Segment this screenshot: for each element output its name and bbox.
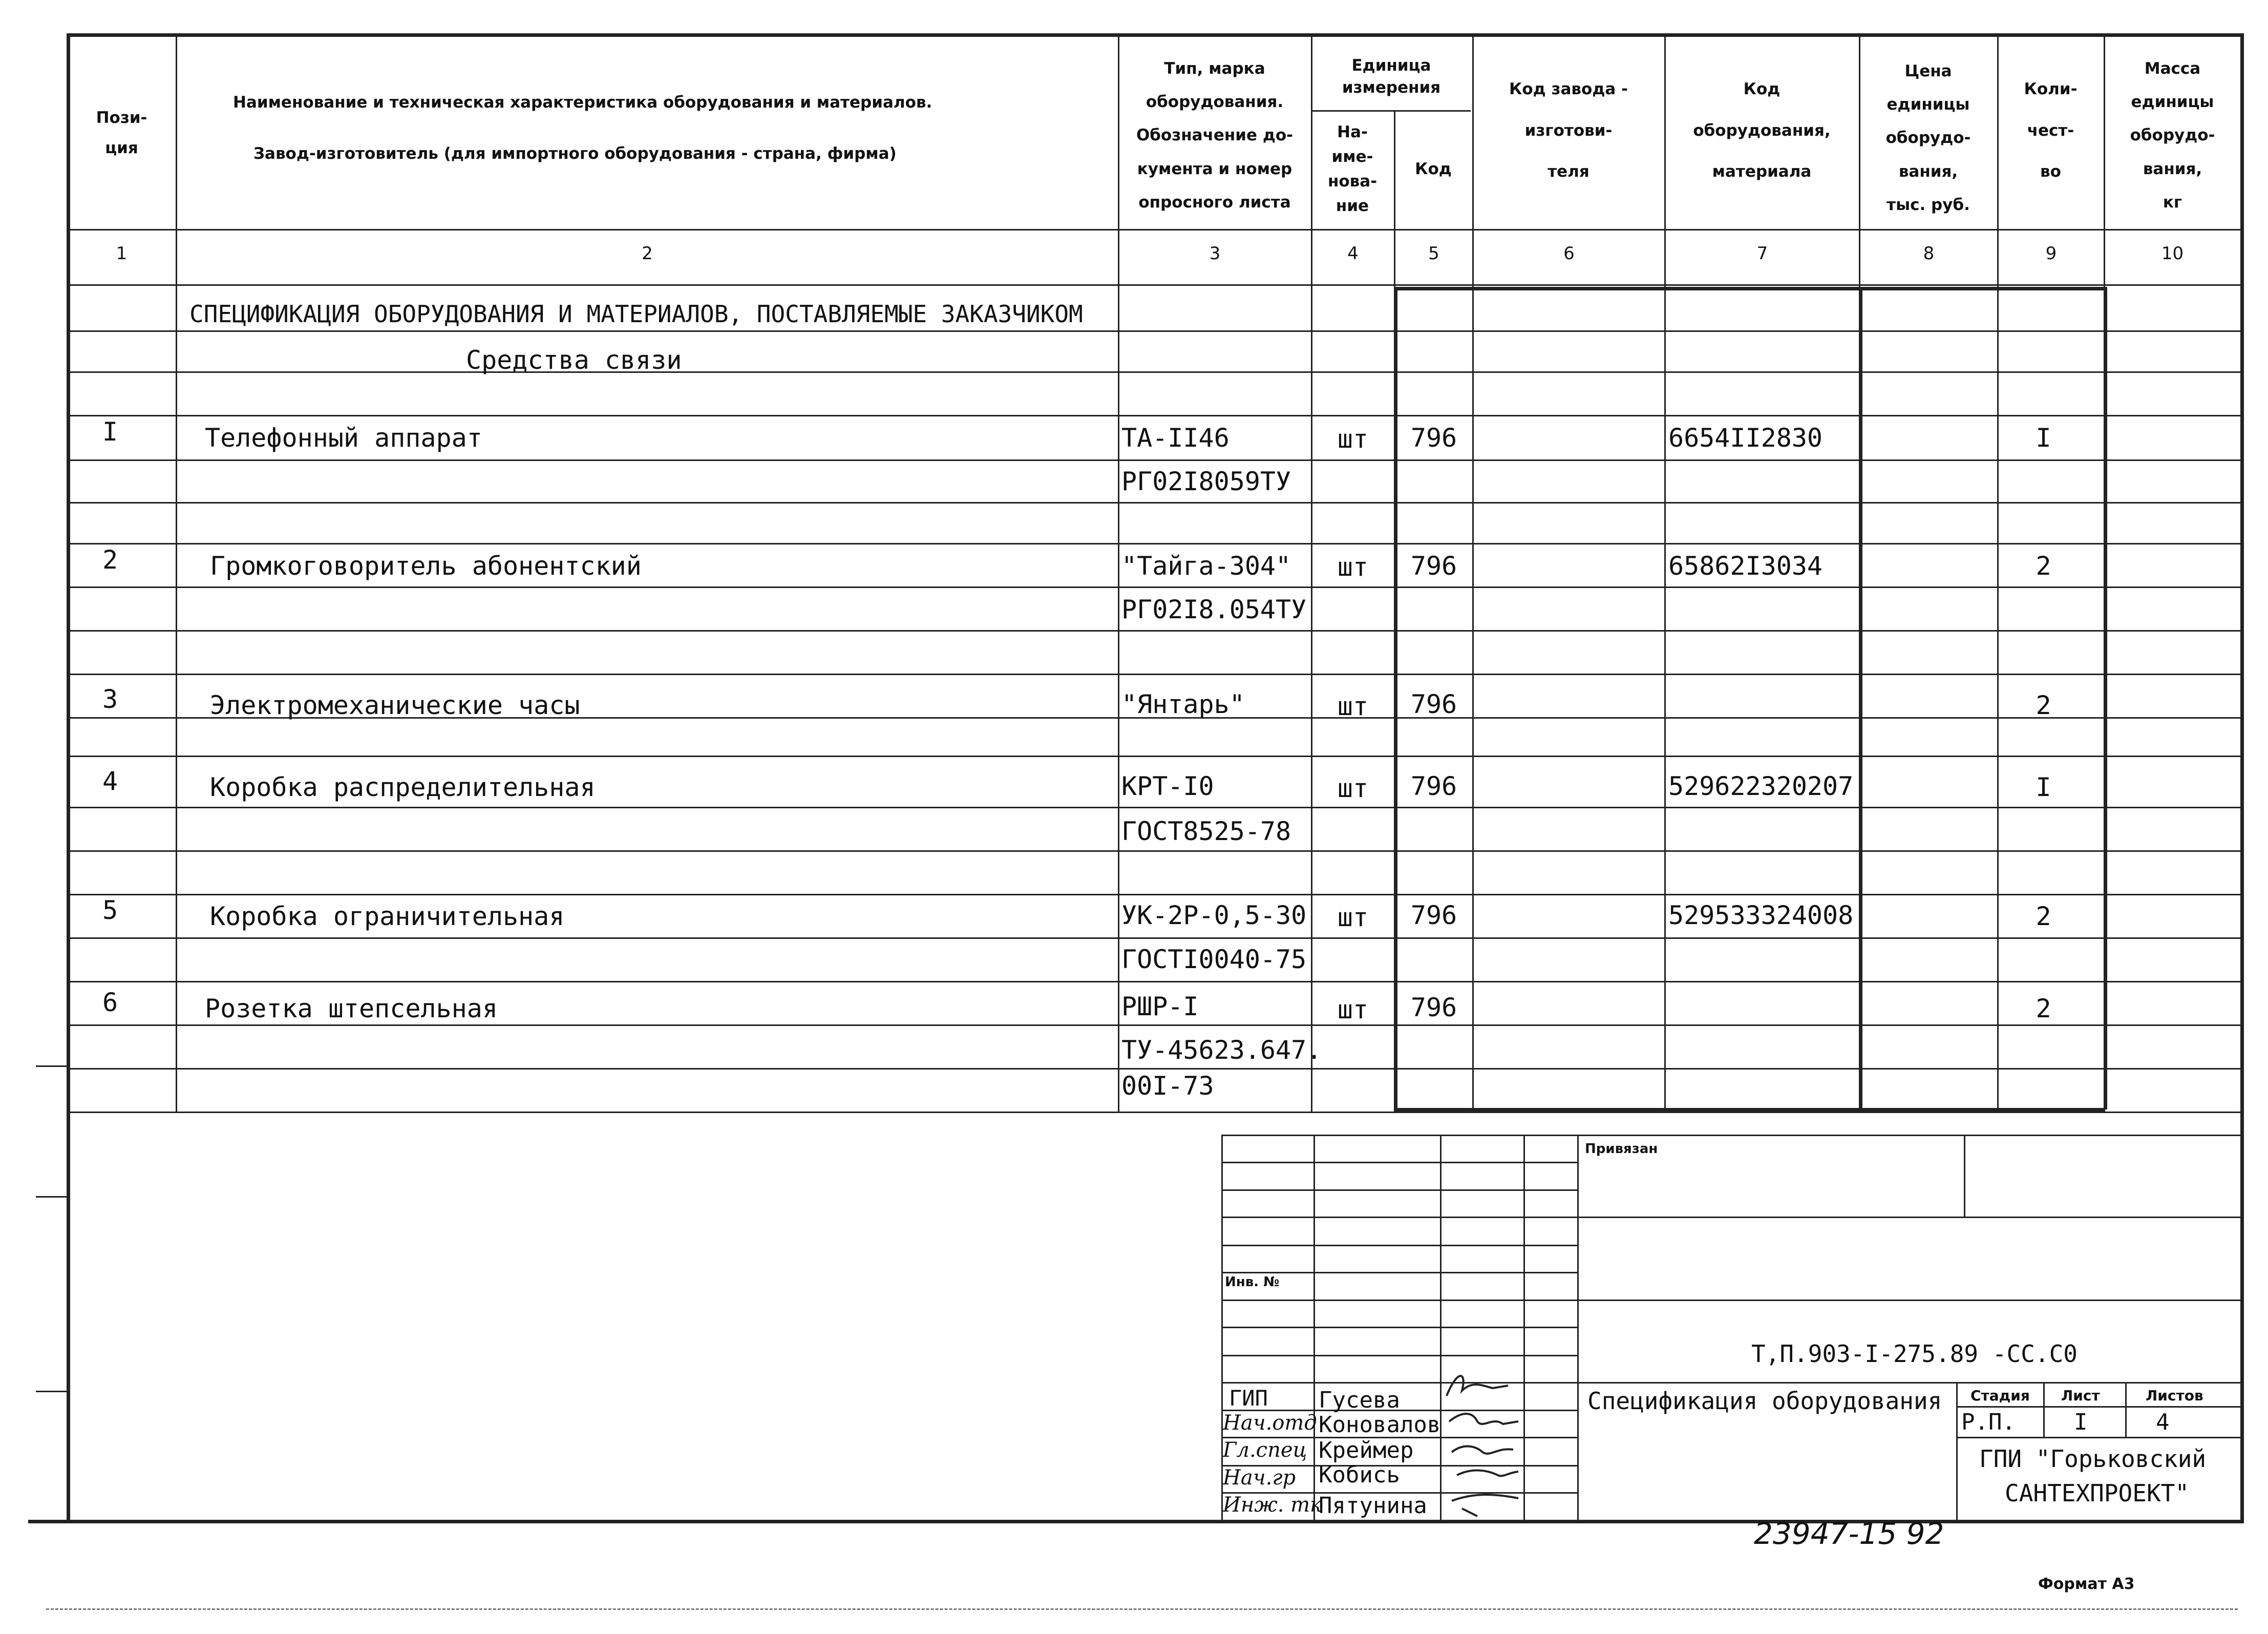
column-number: 5 xyxy=(1428,243,1439,264)
item-unit: шт xyxy=(1337,552,1369,582)
item-unit-code: 796 xyxy=(1410,900,1457,930)
format-label: Формат А3 xyxy=(2038,1575,2135,1593)
item-type: "Тайга-304" xyxy=(1121,551,1291,581)
header-col-plant-code: Код завода - изготови- теля xyxy=(1509,80,1628,181)
header-col-mass: Масса единицы оборудо- вания, кг xyxy=(2130,59,2215,212)
item-position: 6 xyxy=(102,988,118,1017)
role-group-head: Нач.гр xyxy=(1223,1466,1296,1490)
document-title: Спецификация оборудования xyxy=(1587,1387,1942,1415)
column-number: 2 xyxy=(642,243,653,264)
item-position: I xyxy=(102,417,118,447)
item-name: Коробка ограничительная xyxy=(210,902,565,931)
item-name: Телефонный аппарат xyxy=(205,423,482,453)
document-designation: Т,П.903-I-275.89 -СС.С0 xyxy=(1751,1340,2078,1368)
column-number: 3 xyxy=(1209,243,1221,264)
item-unit-code: 796 xyxy=(1410,993,1457,1022)
inventory-number-label: Инв. № xyxy=(1225,1274,1280,1290)
header-col-unit: Единица измерения xyxy=(1342,56,1441,97)
item-code: 6654II2830 xyxy=(1668,423,1823,453)
header-col-unit-name: На- име- нова- ние xyxy=(1327,122,1377,216)
item-name: Коробка распределительная xyxy=(210,772,596,802)
item-type: РШР-I xyxy=(1121,992,1199,1021)
header-col-price: Цена единицы оборудо- вания, тыс. руб. xyxy=(1885,62,1971,214)
item-unit-code: 796 xyxy=(1410,551,1457,581)
item-type: ТА-II46 xyxy=(1121,423,1230,453)
column-number: 10 xyxy=(2161,243,2184,264)
item-type: КРТ-I0 xyxy=(1121,771,1214,801)
item-unit: шт xyxy=(1337,995,1369,1024)
item-doc: ТУ-45623.647. xyxy=(1121,1035,1322,1065)
header-col-equipment-code: Код оборудования, материала xyxy=(1693,80,1831,181)
column-number: 8 xyxy=(1923,243,1935,264)
role-chief-engineer: ГИП xyxy=(1229,1386,1268,1411)
header-col-unit-code: Код xyxy=(1415,159,1452,178)
person-name: Кобись xyxy=(1319,1462,1400,1488)
stage-label: Стадия xyxy=(1970,1387,2030,1404)
person-name: Пятунина xyxy=(1319,1493,1427,1519)
item-code: 65862I3034 xyxy=(1668,551,1823,581)
item-position: 5 xyxy=(102,895,118,925)
item-unit-code: 796 xyxy=(1410,689,1457,719)
column-number: 9 xyxy=(2045,243,2057,264)
role-dept-head: Нач.отд xyxy=(1223,1411,1317,1435)
cut-line xyxy=(46,1608,2238,1610)
header-col-qty: Коли- чест- во xyxy=(2024,80,2078,181)
header-col-name-line2: Завод-изготовитель (для импортного оборудования - страна, фирма) xyxy=(253,144,897,163)
archive-number: 23947-15 92 xyxy=(1754,1516,1944,1551)
role-engineer: Инж. тк xyxy=(1223,1493,1322,1517)
item-code: 529533324008 xyxy=(1668,900,1854,930)
item-unit: шт xyxy=(1337,773,1369,803)
item-qty: I xyxy=(2036,772,2051,802)
item-qty: 2 xyxy=(2036,690,2051,720)
item-qty: 2 xyxy=(2036,902,2051,931)
person-name: Гусева xyxy=(1319,1387,1400,1413)
item-position: 4 xyxy=(102,766,118,796)
item-qty: I xyxy=(2036,423,2051,453)
item-unit: шт xyxy=(1337,424,1369,454)
item-qty: 2 xyxy=(2036,551,2051,581)
item-unit-code: 796 xyxy=(1410,771,1457,801)
item-doc: РГ02I8059ТУ xyxy=(1121,467,1291,496)
item-name: Громкоговоритель абонентский xyxy=(210,551,642,581)
item-unit: шт xyxy=(1337,692,1369,721)
sheet-label: Лист xyxy=(2061,1387,2100,1404)
item-code: 529622320207 xyxy=(1668,771,1854,801)
header-col-position: Пози- ция xyxy=(96,109,147,157)
sheets-label: Листов xyxy=(2146,1387,2203,1404)
item-unit-code: 796 xyxy=(1410,423,1457,453)
item-doc: ГОСТ8525-78 xyxy=(1121,816,1291,846)
item-doc: ГОСТI0040-75 xyxy=(1121,945,1307,974)
header-col-name-line1: Наименование и техническая характеристика оборудования и материалов. xyxy=(233,93,932,112)
section-subtitle: Средства связи xyxy=(466,345,682,375)
person-name: Коновалов xyxy=(1319,1412,1441,1438)
organization-line1: ГПИ "Горьковский xyxy=(1979,1445,2207,1473)
column-number: 4 xyxy=(1347,243,1359,264)
item-name: Розетка штепсельная xyxy=(205,994,498,1023)
sheet-value: I xyxy=(2074,1409,2088,1435)
section-title: СПЕЦИФИКАЦИЯ ОБОРУДОВАНИЯ И МАТЕРИАЛОВ, ПОСТАВЛЯЕМЫЕ ЗАКАЗЧИКОМ xyxy=(189,300,1083,328)
column-number: 1 xyxy=(116,243,128,264)
column-number: 6 xyxy=(1563,243,1575,264)
person-name: Креймер xyxy=(1319,1437,1414,1463)
signatures-graphic xyxy=(1442,1360,1534,1529)
item-qty: 2 xyxy=(2036,994,2051,1023)
item-type: УК-2Р-0,5-30 xyxy=(1121,900,1307,930)
header-col-type: Тип, марка оборудования. Обозначение до- кумента и номер опросного листа xyxy=(1136,59,1294,212)
item-name: Электромеханические часы xyxy=(210,690,580,720)
sheets-value: 4 xyxy=(2156,1409,2170,1435)
linked-label: Привязан xyxy=(1585,1141,1658,1157)
item-doc: РГ02I8.054ТУ xyxy=(1121,595,1307,624)
role-chief-specialist: Гл.спец xyxy=(1223,1438,1307,1462)
organization-line2: САНТЕХПРОЕКТ" xyxy=(2005,1479,2190,1507)
item-type: "Янтарь" xyxy=(1121,689,1245,719)
item-position: 3 xyxy=(102,684,118,714)
item-unit: шт xyxy=(1337,903,1369,932)
stage-value: Р.П. xyxy=(1961,1409,2016,1435)
column-number: 7 xyxy=(1756,243,1768,264)
item-position: 2 xyxy=(102,545,118,575)
item-doc-continuation: 00I-73 xyxy=(1121,1071,1214,1101)
